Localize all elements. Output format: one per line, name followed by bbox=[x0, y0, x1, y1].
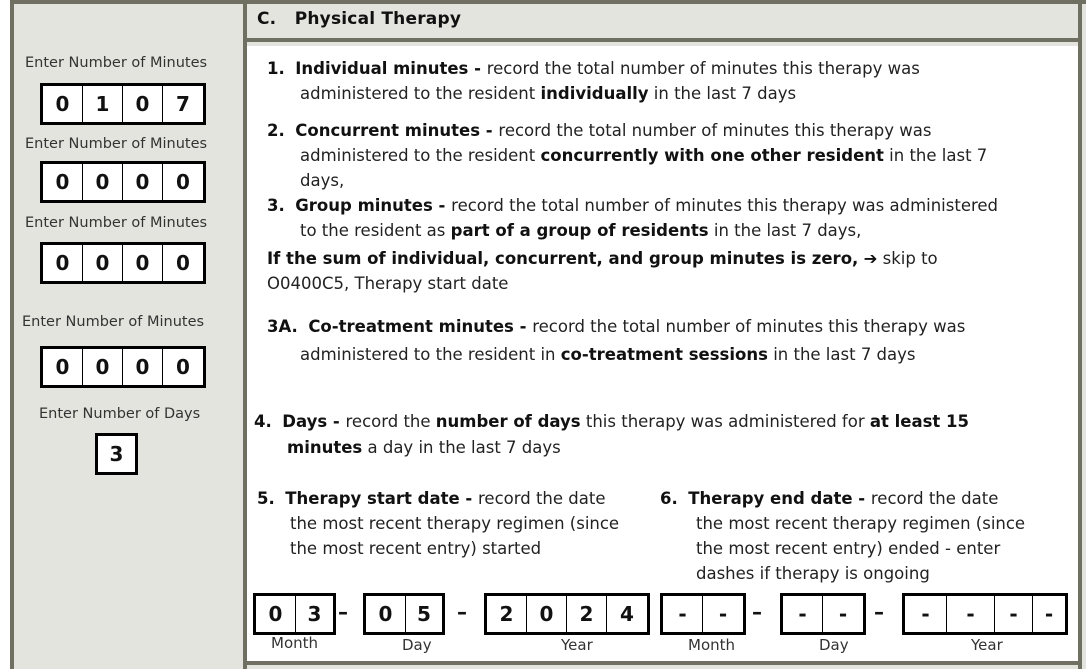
item-individual-minutes: 1. Individual minutes - record the total number of minutes this therapy was administered to the resident individually in the last 7 days bbox=[267, 59, 920, 103]
item-therapy-end-date: 6. Therapy end date - record the date the most recent therapy regimen (since the most recent entry) ended - enter dashes if therapy is ongoing bbox=[660, 489, 1026, 583]
input-label-concurrent: Enter Number of Minutes bbox=[25, 136, 208, 152]
digit-box[interactable]: 0 bbox=[123, 164, 163, 200]
section-title-text: Physical Therapy bbox=[294, 9, 462, 29]
digit-box[interactable]: 0 bbox=[43, 86, 83, 122]
end-month-input[interactable] bbox=[660, 593, 746, 635]
digit-box[interactable]: - bbox=[783, 596, 823, 632]
start-year-label: Year bbox=[561, 636, 593, 654]
digit-box[interactable]: - bbox=[718, 602, 728, 626]
date-separator: – bbox=[338, 600, 348, 624]
date-separator: – bbox=[874, 600, 884, 624]
start-day-label: Day bbox=[402, 636, 432, 654]
section-header bbox=[247, 4, 1078, 42]
digit-box[interactable]: 0 bbox=[256, 596, 296, 632]
digit-box[interactable]: 0 bbox=[43, 245, 83, 281]
item-group-minutes: 3. Group minutes - record the total number of minutes this therapy was administered to the resident as part of a group of residents in the last 7 days, bbox=[267, 196, 999, 240]
input-label-cotreatment: Enter Number of Minutes bbox=[22, 314, 205, 330]
digit-box[interactable]: - bbox=[905, 596, 947, 632]
digit-box[interactable]: 1 bbox=[83, 86, 123, 122]
start-month-input[interactable] bbox=[253, 593, 336, 635]
cotreatment-minutes-input[interactable] bbox=[40, 346, 206, 388]
digit-box[interactable]: 0 bbox=[176, 355, 190, 379]
end-day-input[interactable] bbox=[780, 593, 866, 635]
digit-box[interactable]: - bbox=[663, 596, 703, 632]
end-year-label: Year bbox=[971, 636, 1003, 654]
section-title bbox=[257, 9, 461, 29]
digit-box[interactable]: 3 bbox=[109, 442, 124, 466]
date-separator: – bbox=[457, 600, 467, 624]
digit-box[interactable]: 2 bbox=[567, 596, 607, 632]
digit-box[interactable]: - bbox=[1044, 602, 1054, 626]
digit-box[interactable]: - bbox=[995, 596, 1033, 632]
digit-box[interactable]: 0 bbox=[123, 245, 163, 281]
digit-box[interactable]: 0 bbox=[43, 164, 83, 200]
digit-box[interactable]: 5 bbox=[417, 602, 431, 626]
digit-box[interactable]: 0 bbox=[366, 596, 406, 632]
individual-minutes-input[interactable] bbox=[40, 83, 206, 125]
start-day-input[interactable] bbox=[363, 593, 445, 635]
bottom-border bbox=[247, 661, 1082, 665]
start-month-label: Month bbox=[271, 634, 319, 652]
item-therapy-start-date: 5. Therapy start date - record the date the most recent therapy regimen (since the most recent entry) started bbox=[257, 489, 620, 558]
digit-box[interactable]: 0 bbox=[123, 349, 163, 385]
digit-box[interactable]: 0 bbox=[527, 596, 567, 632]
input-label-group: Enter Number of Minutes bbox=[25, 215, 208, 231]
item-cotreatment-minutes: 3A. Co-treatment minutes - record the total number of minutes this therapy was administered to the resident in co-treatment sessions in the last 7 days bbox=[267, 317, 966, 364]
digit-box[interactable]: 0 bbox=[83, 349, 123, 385]
digit-box[interactable]: 0 bbox=[176, 251, 190, 275]
right-border bbox=[1078, 4, 1082, 669]
input-label-days: Enter Number of Days bbox=[39, 406, 201, 422]
start-year-input[interactable] bbox=[484, 593, 650, 635]
item-days: 4. Days - record the number of days this therapy was administered for at least 15 minutes a day in the last 7 days bbox=[254, 412, 970, 457]
digit-box[interactable]: - bbox=[947, 596, 995, 632]
group-minutes-input[interactable] bbox=[40, 242, 206, 284]
date-separator: – bbox=[752, 600, 762, 624]
digit-box[interactable]: 0 bbox=[43, 349, 83, 385]
digit-box[interactable]: 0 bbox=[123, 86, 163, 122]
digit-box[interactable]: 3 bbox=[307, 602, 322, 626]
digit-box[interactable]: - bbox=[838, 602, 848, 626]
arrow-right-icon: ➔ bbox=[863, 249, 878, 268]
section-letter: C. bbox=[257, 9, 277, 29]
end-year-input[interactable] bbox=[902, 593, 1068, 635]
digit-box[interactable]: 0 bbox=[83, 245, 123, 281]
days-input[interactable] bbox=[95, 433, 138, 475]
digit-box[interactable]: 2 bbox=[487, 596, 527, 632]
end-month-label: Month bbox=[688, 636, 736, 654]
digit-box[interactable]: 4 bbox=[620, 602, 634, 626]
digit-box[interactable]: 0 bbox=[176, 170, 190, 194]
item-concurrent-minutes: 2. Concurrent minutes - record the total number of minutes this therapy was administered to the resident concurrently with one other resident in the last 7 days, bbox=[267, 121, 988, 190]
skip-instruction: If the sum of individual, concurrent, and group minutes is zero, ➔ skip to O0400C5, Therapy start date bbox=[267, 249, 938, 293]
concurrent-minutes-input[interactable] bbox=[40, 161, 206, 203]
digit-box[interactable]: 0 bbox=[83, 164, 123, 200]
digit-box[interactable]: 7 bbox=[176, 92, 190, 116]
end-day-label: Day bbox=[819, 636, 849, 654]
input-label-individual: Enter Number of Minutes bbox=[25, 55, 208, 71]
